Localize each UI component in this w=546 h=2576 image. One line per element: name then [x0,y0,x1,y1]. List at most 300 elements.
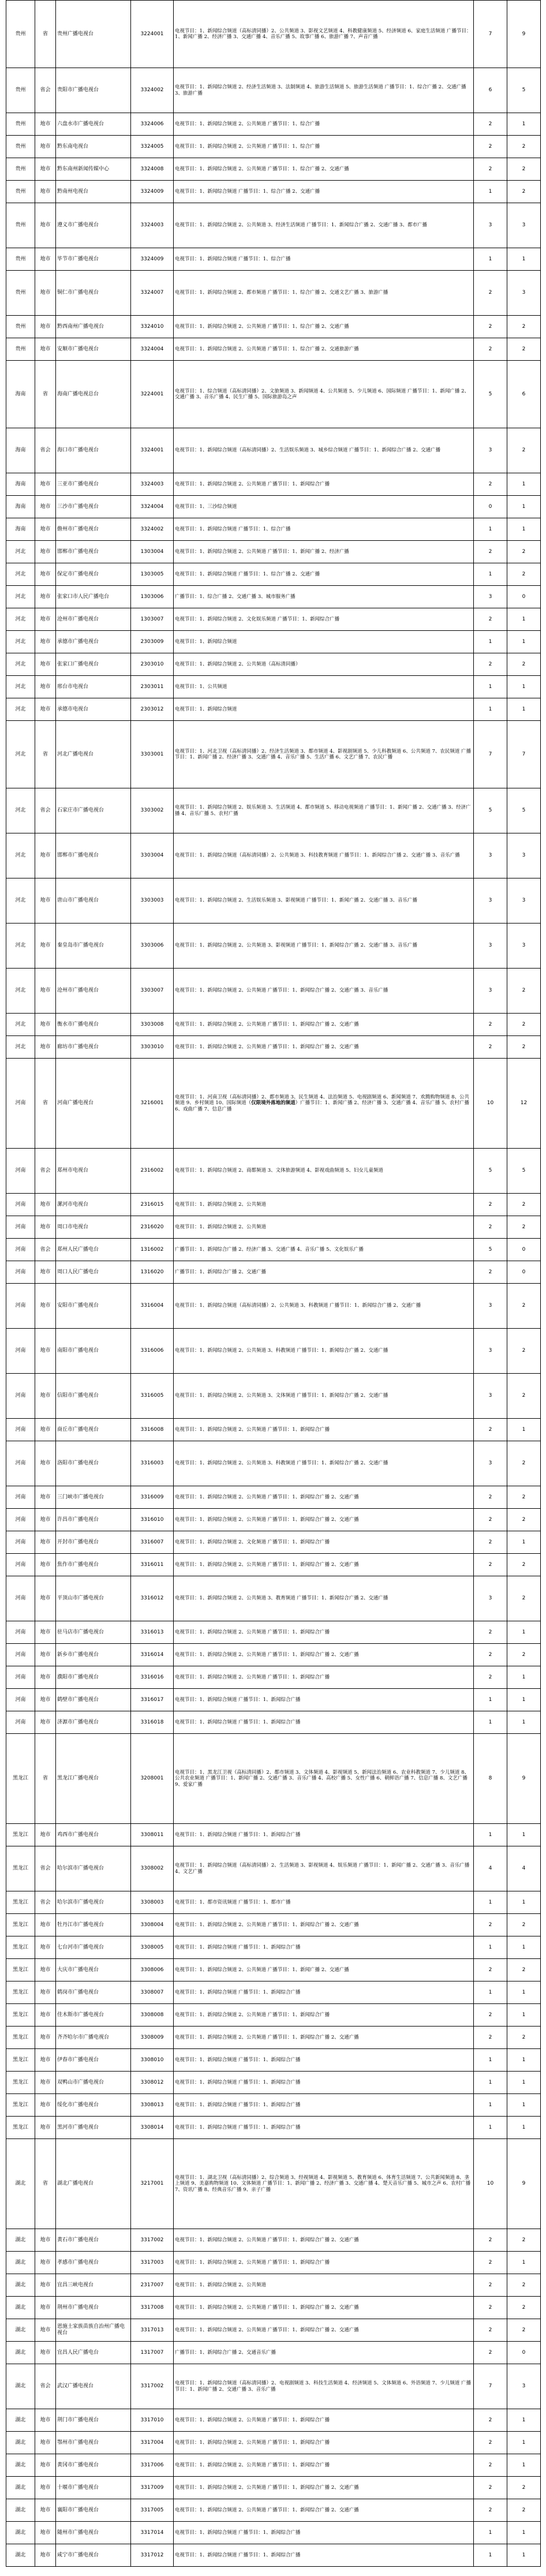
count-b-cell: 1 [507,518,541,541]
station-name-cell: 南阳市广播电视台 [56,1329,131,1374]
station-name-cell: 秦皇岛市广播电视台 [56,924,131,969]
table-row [6,833,541,878]
station-name-cell: 廊坊市广播电视台 [56,1036,131,1059]
province-cell: 贵州 [6,68,35,113]
programs-cell: 电视节目：1、新闻综合频道（高标清同播）2、生活娱乐频道 3、城乡综合频道 广播节目：1、新闻综合广播 2、交通广播 [174,428,474,473]
level-cell: 地市 [35,1711,56,1734]
count-a-cell: 3 [474,878,507,924]
province-cell: 河南 [6,1509,35,1531]
count-a-cell: 3 [474,203,507,248]
programs-cell: 电视节目：1、新闻综合频道 [174,698,474,721]
count-b-cell: 2 [507,1644,541,1666]
table-row [6,1419,541,1441]
station-name-cell: 张家口市人民广播电台 [56,586,131,608]
programs-cell: 电视节目：1、新闻综合频道 2、公共频道 广播节目：1、新闻广播 2、经济广播 [174,541,474,563]
table-row [6,1914,541,1936]
level-cell: 地市 [35,1441,56,1486]
station-name-cell: 湖北广播电视台 [56,2139,131,2229]
station-code-cell: 3308009 [131,2027,174,2049]
province-cell: 河北 [6,924,35,969]
table-row [6,2544,541,2567]
station-name-cell: 张家口广播电视台 [56,653,131,676]
station-name-cell: 平顶山市广播电视台 [56,1576,131,1621]
count-b-cell: 0 [507,1239,541,1261]
station-name-cell: 三亚市广播电视台 [56,473,131,496]
station-code-cell: 2316002 [131,1149,174,1194]
count-b-cell: 2 [507,1036,541,1059]
station-code-cell: 3308012 [131,2072,174,2094]
province-cell: 黑龙江 [6,2094,35,2117]
station-code-cell: 3316012 [131,1576,174,1621]
station-name-cell: 焦作市广播电视台 [56,1554,131,1576]
programs-cell: 电视节目：1、新闻综合频道 [174,631,474,653]
station-code-cell: 3324006 [131,113,174,136]
count-b-cell: 6 [507,361,541,428]
station-code-cell: 3316017 [131,1689,174,1711]
table-row [6,2477,541,2499]
table-row [6,1261,541,1284]
station-name-cell: 承德市电视台 [56,698,131,721]
count-a-cell: 2 [474,2477,507,2499]
table-row [6,473,541,496]
station-name-cell: 洛阳市广播电视台 [56,1441,131,1486]
station-name-cell: 随州市广播电视台 [56,2522,131,2544]
count-a-cell: 3 [474,428,507,473]
programs-cell: 电视节目：1、新闻综合频道 广播节目：1、新闻综合广播 [174,1711,474,1734]
count-a-cell: 2 [474,473,507,496]
province-cell: 河北 [6,833,35,878]
station-code-cell: 3303010 [131,1036,174,1059]
level-cell: 省 [35,2139,56,2229]
table-row [6,2139,541,2229]
count-b-cell: 2 [507,2027,541,2049]
table-row [6,271,541,316]
count-b-cell: 3 [507,833,541,878]
station-code-cell: 2303011 [131,676,174,698]
station-code-cell: 3303007 [131,969,174,1014]
station-code-cell: 3316007 [131,1531,174,1554]
broadcaster-table-sheet [6,0,540,2567]
count-b-cell: 1 [507,1711,541,1734]
level-cell: 地市 [35,2522,56,2544]
level-cell: 省会 [35,1149,56,1194]
count-a-cell: 3 [474,1329,507,1374]
province-cell: 湖北 [6,2229,35,2252]
station-name-cell: 黄石市广播电视台 [56,2229,131,2252]
count-a-cell: 2 [474,2252,507,2274]
station-name-cell: 河北广播电视台 [56,721,131,788]
level-cell: 地市 [35,1644,56,1666]
province-cell: 河南 [6,1216,35,1239]
count-a-cell: 2 [474,1194,507,1216]
province-cell: 河南 [6,1711,35,1734]
station-name-cell: 信阳市广播电视台 [56,1374,131,1419]
level-cell: 地市 [35,2004,56,2027]
table-row [6,608,541,631]
programs-cell: 电视节目：1、新闻综合频道 广播节目：1、新闻综合广播 [174,2117,474,2139]
count-a-cell: 1 [474,181,507,203]
station-code-cell: 3303008 [131,1014,174,1036]
station-code-cell: 3216001 [131,1059,174,1149]
station-code-cell: 3316016 [131,1666,174,1689]
count-a-cell: 2 [474,541,507,563]
programs-cell: 电视节目：1、黑龙江卫视（高标清同播）2、都市频道 3、文体频道 4、影视频道 5、新闻法治频道 6、农业科教频道 7、少儿频道 8、公共农业频道 广播节目：1、新闻广播 2、交通广播 3、音乐广播 4、高校广播 5、女性广播 6、朝鲜语广播 7、信息广播 8、文艺广播 9、爱家广播 [174,1734,474,1824]
province-cell: 河南 [6,1261,35,1284]
count-b-cell: 1 [507,2252,541,2274]
count-b-cell: 1 [507,496,541,518]
table-row [6,1824,541,1846]
table-row [6,1576,541,1621]
count-a-cell: 1 [474,2117,507,2139]
count-a-cell: 2 [474,653,507,676]
count-b-cell: 1 [507,676,541,698]
programs-cell: 电视节目：1、新闻综合频道 2、公共频道 广播节目：1、新闻综合广播 2、交通广播 [174,1644,474,1666]
station-name-cell: 安阳市广播电视台 [56,1284,131,1329]
station-name-cell: 许昌市广播电视台 [56,1509,131,1531]
level-cell: 地市 [35,878,56,924]
table-row [6,158,541,181]
level-cell: 地市 [35,496,56,518]
count-b-cell: 2 [507,2297,541,2319]
level-cell: 地市 [35,676,56,698]
count-b-cell: 2 [507,1014,541,1036]
count-b-cell: 2 [507,1374,541,1419]
station-code-cell: 3324005 [131,136,174,158]
programs-cell: 电视节目：1、新闻综合频道 广播节目：1、新闻综合广播 [174,2522,474,2544]
level-cell: 地市 [35,1531,56,1554]
level-cell: 地市 [35,586,56,608]
table-row [6,1959,541,1981]
table-row [6,563,541,586]
station-code-cell: 3316014 [131,1644,174,1666]
programs-cell: 电视节目：1、新闻综合频道 2、公共频道 广播节目：1、新闻综合广播 2、交通广播 [174,1036,474,1059]
station-code-cell: 3308005 [131,1936,174,1959]
count-b-cell: 2 [507,2477,541,2499]
station-name-cell: 黑河市广播电视台 [56,2117,131,2139]
programs-cell: 电视节目：1、新闻综合频道 广播节目：1、新闻综合广播 [174,1824,474,1846]
station-code-cell: 3324007 [131,271,174,316]
level-cell: 地市 [35,1621,56,1644]
programs-cell: 广播节目：1、新闻综合广播 2、经济广播 3、交通广播 4、音乐广播 5、文化娱乐广播 [174,1239,474,1261]
programs-cell: 电视节目：1、新闻综合频道 广播节目：1、综合广播 2、交通广播 [174,563,474,586]
station-name-cell: 武汉广播电视台 [56,2364,131,2409]
table-row [6,1059,541,1149]
programs-cell: 电视节目：1、新闻综合频道 2、公共频道 广播节目：1、新闻综合广播 2、交通广播 [174,1554,474,1576]
level-cell: 地市 [35,1486,56,1509]
table-row [6,698,541,721]
count-b-cell: 2 [507,541,541,563]
province-cell: 海南 [6,473,35,496]
table-row [6,1,541,68]
station-code-cell: 3308010 [131,2049,174,2072]
province-cell: 河南 [6,1486,35,1509]
count-a-cell: 2 [474,1036,507,1059]
station-name-cell: 衡水市广播电视台 [56,1014,131,1036]
station-code-cell: 3224001 [131,1,174,68]
station-code-cell: 3324009 [131,248,174,271]
station-code-cell: 3303002 [131,788,174,833]
province-cell: 河北 [6,631,35,653]
count-a-cell: 1 [474,2522,507,2544]
level-cell: 地市 [35,2049,56,2072]
province-cell: 河北 [6,969,35,1014]
station-name-cell: 双鸭山市广播电视台 [56,2072,131,2094]
level-cell: 地市 [35,2342,56,2364]
station-code-cell: 3308004 [131,1914,174,1936]
count-a-cell: 2 [474,2027,507,2049]
table-row [6,2522,541,2544]
level-cell: 地市 [35,2094,56,2117]
count-a-cell: 5 [474,361,507,428]
table-row [6,2432,541,2454]
station-code-cell: 3303004 [131,833,174,878]
count-b-cell: 2 [507,2319,541,2342]
province-cell: 湖北 [6,2544,35,2567]
station-code-cell: 3224001 [131,361,174,428]
table-row [6,2117,541,2139]
programs-cell: 电视节目：1、新闻综合频道 2、公共频道 广播节目：1、新闻综合广播 [174,2252,474,2274]
station-name-cell: 大庆市广播电视台 [56,1959,131,1981]
station-code-cell: 3317003 [131,2252,174,2274]
province-cell: 河南 [6,1689,35,1711]
level-cell: 地市 [35,698,56,721]
station-name-cell: 周口市电视台 [56,1216,131,1239]
level-cell: 地市 [35,2072,56,2094]
programs-cell: 电视节目：1、新闻综合频道 2、公共频道 广播节目：1、新闻综合广播 2、交通广播 [174,2319,474,2342]
province-cell: 河北 [6,878,35,924]
table-row [6,2342,541,2364]
level-cell: 地市 [35,631,56,653]
station-name-cell: 牡丹江市广播电视台 [56,1914,131,1936]
level-cell: 地市 [35,1509,56,1531]
programs-cell: 电视节目：1、公共频道 [174,676,474,698]
station-name-cell: 遵义市广播电视台 [56,203,131,248]
level-cell: 省会 [35,68,56,113]
province-cell: 贵州 [6,136,35,158]
station-name-cell: 保定市广播电视台 [56,563,131,586]
level-cell: 地市 [35,113,56,136]
table-row [6,136,541,158]
level-cell: 省 [35,1,56,68]
programs-cell: 电视节目：1、新闻综合频道 2、公共频道 3、经济生活频道 广播节目：1、新闻综合广播 2、交通广播 3、都市广播 [174,203,474,248]
level-cell: 地市 [35,1329,56,1374]
programs-cell: 电视节目：1、新闻综合频道 广播节目：1、新闻综合广播 [174,1936,474,1959]
province-cell: 黑龙江 [6,2004,35,2027]
count-b-cell: 2 [507,1284,541,1329]
count-a-cell: 1 [474,1891,507,1914]
level-cell: 省会 [35,428,56,473]
province-cell: 河南 [6,1149,35,1194]
count-a-cell: 3 [474,1374,507,1419]
programs-cell: 电视节目：1、新闻综合频道 广播节目：1、新闻综合广播 [174,1689,474,1711]
programs-cell: 电视节目：1、新闻综合频道（高标清同播）2、公共频道 3、科技教育频道 广播节目：1、新闻综合广播 2、交通广播 3、音乐广播 [174,833,474,878]
count-a-cell: 1 [474,2544,507,2567]
station-code-cell: 3303001 [131,721,174,788]
count-a-cell: 2 [474,1644,507,1666]
count-a-cell: 2 [474,2004,507,2027]
count-a-cell: 3 [474,969,507,1014]
station-code-cell: 1316020 [131,1261,174,1284]
table-row [6,1666,541,1689]
programs-cell: 电视节目：1、新闻综合频道 2、文化频道 广播节目：1、新闻综合广播 [174,1531,474,1554]
table-row [6,1216,541,1239]
table-row [6,2094,541,2117]
station-name-cell: 濮阳市广播电视台 [56,1666,131,1689]
station-code-cell: 3324002 [131,518,174,541]
province-cell: 贵州 [6,113,35,136]
count-a-cell: 2 [474,608,507,631]
count-a-cell: 5 [474,1149,507,1194]
level-cell: 地市 [35,563,56,586]
station-name-cell: 黄冈市广播电视台 [56,2454,131,2477]
count-a-cell: 1 [474,1689,507,1711]
province-cell: 湖北 [6,2499,35,2522]
station-code-cell: 3308008 [131,2004,174,2027]
province-cell: 贵州 [6,271,35,316]
programs-cell: 电视节目：1、新闻综合频道 2、公共频道 广播节目：1、综合广播 2、交通广播 [174,158,474,181]
station-code-cell: 3324001 [131,428,174,473]
table-row [6,1194,541,1216]
count-b-cell: 1 [507,698,541,721]
count-a-cell: 2 [474,1419,507,1441]
province-cell: 湖北 [6,2454,35,2477]
table-row [6,2409,541,2432]
table-row [6,1689,541,1711]
station-name-cell: 荆门市广播电视台 [56,2409,131,2432]
province-cell: 河南 [6,1059,35,1149]
province-cell: 湖北 [6,2477,35,2499]
programs-cell: 电视节目：1、新闻综合频道 2、公共频道（高标清同播） [174,653,474,676]
level-cell: 地市 [35,2297,56,2319]
count-a-cell: 2 [474,136,507,158]
count-a-cell: 1 [474,698,507,721]
table-row [6,2454,541,2477]
station-code-cell: 3308003 [131,1891,174,1914]
count-a-cell: 7 [474,1,507,68]
count-a-cell: 2 [474,2454,507,2477]
province-cell: 湖北 [6,2319,35,2342]
province-cell: 河北 [6,1036,35,1059]
station-name-cell: 周口人民广播电台 [56,1261,131,1284]
province-cell: 黑龙江 [6,2027,35,2049]
level-cell: 地市 [35,653,56,676]
programs-cell: 电视节目：1、新闻综合频道 2、公共频道 广播节目：1、新闻综合广播 2、交通广播 [174,1914,474,1936]
count-b-cell: 9 [507,2139,541,2229]
count-a-cell: 3 [474,833,507,878]
station-code-cell: 3317005 [131,2499,174,2522]
count-b-cell: 9 [507,1,541,68]
count-b-cell: 2 [507,136,541,158]
station-name-cell: 哈尔滨市广播电视台 [56,1846,131,1891]
programs-cell: 电视节目：1、新闻综合频道 2、经济生活频道 3、法制频道 4、旅游生活频道 5、旅游生活频道 广播节目：1、综合广播 2、交通广播 3、旅游广播 [174,68,474,113]
station-name-cell: 驻马店市广播电视台 [56,1621,131,1644]
count-b-cell: 1 [507,2522,541,2544]
level-cell: 地市 [35,2544,56,2567]
station-code-cell: 3324004 [131,496,174,518]
count-a-cell: 10 [474,2139,507,2229]
programs-cell: 电视节目：1、新闻综合频道 2、公共频道 广播节目：1、新闻广播 2、交通广播 [174,1959,474,1981]
province-cell: 河北 [6,563,35,586]
count-b-cell: 1 [507,631,541,653]
count-b-cell: 1 [507,2117,541,2139]
count-b-cell: 1 [507,1621,541,1644]
count-b-cell: 1 [507,2072,541,2094]
province-cell: 贵州 [6,158,35,181]
count-a-cell: 7 [474,721,507,788]
count-b-cell: 1 [507,1689,541,1711]
table-row [6,1936,541,1959]
count-b-cell: 9 [507,1734,541,1824]
table-row [6,1329,541,1374]
level-cell: 地市 [35,2499,56,2522]
station-code-cell: 2316015 [131,1194,174,1216]
programs-cell: 电视节目：1、新闻综合频道 2、公共频道 广播节目：1、综合广播 [174,113,474,136]
level-cell: 地市 [35,271,56,316]
station-code-cell: 3316018 [131,1711,174,1734]
level-cell: 省 [35,1059,56,1149]
table-row [6,1509,541,1531]
level-cell: 省 [35,721,56,788]
level-cell: 地市 [35,518,56,541]
level-cell: 地市 [35,2409,56,2432]
count-b-cell: 1 [507,2094,541,2117]
station-code-cell: 3317012 [131,2544,174,2567]
count-b-cell: 2 [507,1554,541,1576]
station-code-cell: 3324003 [131,203,174,248]
level-cell: 省会 [35,1891,56,1914]
province-cell: 湖北 [6,2252,35,2274]
table-row [6,788,541,833]
count-a-cell: 1 [474,1711,507,1734]
province-cell: 湖北 [6,2432,35,2454]
count-a-cell: 4 [474,1846,507,1891]
count-b-cell: 3 [507,924,541,969]
count-a-cell: 2 [474,1621,507,1644]
programs-cell: 电视节目：1、新闻综合频道 2、公共频道 广播节目：1、新闻综合广播 [174,1621,474,1644]
table-row [6,1239,541,1261]
station-code-cell: 3316004 [131,1284,174,1329]
programs-cell: 电视节目：1、新闻综合频道 广播节目：1、新闻综合广播 [174,2049,474,2072]
level-cell: 地市 [35,1216,56,1239]
province-cell: 黑龙江 [6,2072,35,2094]
count-b-cell: 2 [507,1959,541,1981]
programs-cell: 电视节目：1、新闻综合频道 2、公共频道 3、科教频道 广播节目：1、新闻综合广播 2、交通广播 [174,1329,474,1374]
station-name-cell: 黔东南州新闻传媒中心 [56,158,131,181]
count-b-cell: 2 [507,1216,541,1239]
province-cell: 湖北 [6,2409,35,2432]
table-row [6,969,541,1014]
programs-cell: 电视节目：1、新闻综合频道 2、公共频道 广播节目：1、综合广播 2、交通广播 [174,316,474,338]
count-a-cell: 2 [474,338,507,361]
count-a-cell: 2 [474,1014,507,1036]
station-code-cell: 3303006 [131,924,174,969]
province-cell: 湖北 [6,2364,35,2409]
station-name-cell: 三门峡市广播电视台 [56,1486,131,1509]
count-a-cell: 1 [474,631,507,653]
province-cell: 湖北 [6,2139,35,2229]
programs-cell: 电视节目：1、新闻综合频道 2、娱乐频道 3、生活频道 4、都市频道 5、移动电视频道 广播节目：1、新闻广播 2、交通广播 3、经济广播 4、音乐广播 5、农村广播 [174,788,474,833]
table-row [6,1036,541,1059]
programs-cell: 广播节目：1、综合广播 2、交通广播 3、城市服务广播 [174,586,474,608]
station-code-cell: 1317007 [131,2342,174,2364]
table-row [6,361,541,428]
station-name-cell: 荆州市广播电视台 [56,2297,131,2319]
level-cell: 地市 [35,1936,56,1959]
broadcaster-table [6,0,541,2567]
count-b-cell: 2 [507,2499,541,2522]
province-cell: 黑龙江 [6,1824,35,1846]
station-code-cell: 2316020 [131,1216,174,1239]
